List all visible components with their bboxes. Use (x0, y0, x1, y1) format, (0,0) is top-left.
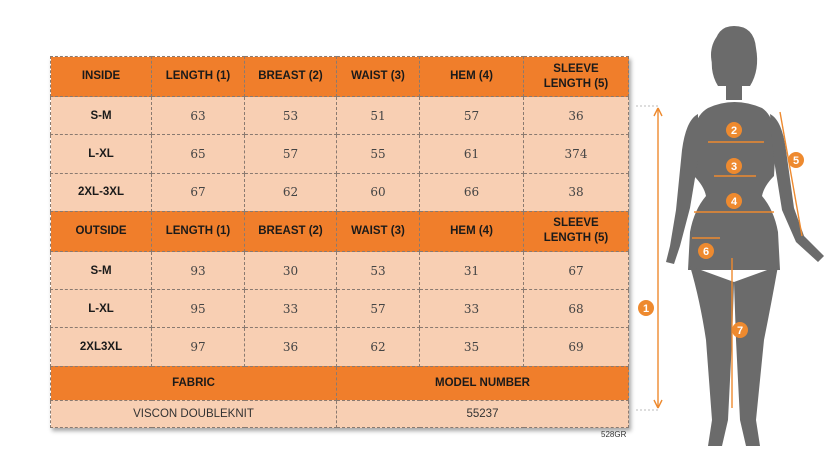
breast-value: 33 (245, 290, 337, 328)
inside-header-length: LENGTH (1) (152, 57, 245, 97)
waist-value: 62 (337, 328, 420, 366)
size-label: S-M (51, 252, 152, 290)
inside-header-waist: WAIST (3) (337, 57, 420, 97)
sleeve-value: 374 (524, 135, 629, 173)
marker-2-label: 2 (730, 125, 738, 137)
sleeve-value: 36 (524, 97, 629, 135)
outside-header-sleeve: SLEEVE LENGTH (5) (524, 211, 629, 251)
inside-row-l-xl (51, 135, 629, 173)
hem-value: 33 (420, 290, 524, 328)
inside-row-s-m (51, 97, 629, 135)
outside-row-l-xl (51, 290, 629, 328)
body-silhouette-icon (636, 0, 840, 458)
product-code: 528GR (601, 430, 627, 439)
hem-value: 35 (420, 328, 524, 366)
breast-value: 57 (245, 135, 337, 173)
outside-header-section: OUTSIDE (51, 211, 152, 251)
marker-4-label: 4 (730, 196, 738, 208)
size-label: S-M (51, 97, 152, 135)
measurement-figure (636, 0, 840, 458)
sleeve-value: 67 (524, 252, 629, 290)
breast-value: 62 (245, 173, 337, 211)
marker-1-label: 1 (642, 303, 650, 315)
fabric-label: FABRIC (51, 366, 337, 400)
marker-6-label: 6 (702, 246, 710, 258)
size-label: 2XL3XL (51, 328, 152, 366)
marker-3-label: 3 (730, 161, 738, 173)
length-value: 95 (152, 290, 245, 328)
inside-header-breast: BREAST (2) (245, 57, 337, 97)
size-label: L-XL (51, 290, 152, 328)
hem-value: 61 (420, 135, 524, 173)
inside-header-sleeve: SLEEVE LENGTH (5) (524, 57, 629, 97)
waist-value: 60 (337, 173, 420, 211)
hem-value: 57 (420, 97, 524, 135)
sleeve-value: 38 (524, 173, 629, 211)
footer-value-row (51, 400, 629, 427)
footer-header-row (51, 366, 629, 400)
breast-value: 36 (245, 328, 337, 366)
inside-header-section: INSIDE (51, 57, 152, 97)
fabric-value: VISCON DOUBLEKNIT (51, 400, 337, 427)
model-number-label: MODEL NUMBER (337, 366, 629, 400)
length-value: 65 (152, 135, 245, 173)
breast-value: 30 (245, 252, 337, 290)
length-value: 93 (152, 252, 245, 290)
hem-value: 66 (420, 173, 524, 211)
inside-header-hem: HEM (4) (420, 57, 524, 97)
marker-7-label: 7 (736, 325, 744, 337)
waist-value: 57 (337, 290, 420, 328)
marker-5-label: 5 (792, 155, 800, 167)
sleeve-value: 69 (524, 328, 629, 366)
length-value: 97 (152, 328, 245, 366)
length-value: 63 (152, 97, 245, 135)
breast-value: 53 (245, 97, 337, 135)
outside-row-s-m (51, 252, 629, 290)
outside-header-hem: HEM (4) (420, 211, 524, 251)
outside-header-row (51, 211, 629, 251)
size-chart-table (50, 56, 629, 428)
outside-row-2xl3xl (51, 328, 629, 366)
waist-value: 55 (337, 135, 420, 173)
outside-header-breast: BREAST (2) (245, 211, 337, 251)
size-label: L-XL (51, 135, 152, 173)
silhouette (666, 26, 824, 446)
hem-value: 31 (420, 252, 524, 290)
waist-value: 51 (337, 97, 420, 135)
length-value: 67 (152, 173, 245, 211)
size-label: 2XL-3XL (51, 173, 152, 211)
inside-header-row (51, 57, 629, 97)
outside-header-waist: WAIST (3) (337, 211, 420, 251)
model-number-value: 55237 (337, 400, 629, 427)
inside-row-2xl-3xl (51, 173, 629, 211)
sleeve-value: 68 (524, 290, 629, 328)
waist-value: 53 (337, 252, 420, 290)
outside-header-length: LENGTH (1) (152, 211, 245, 251)
